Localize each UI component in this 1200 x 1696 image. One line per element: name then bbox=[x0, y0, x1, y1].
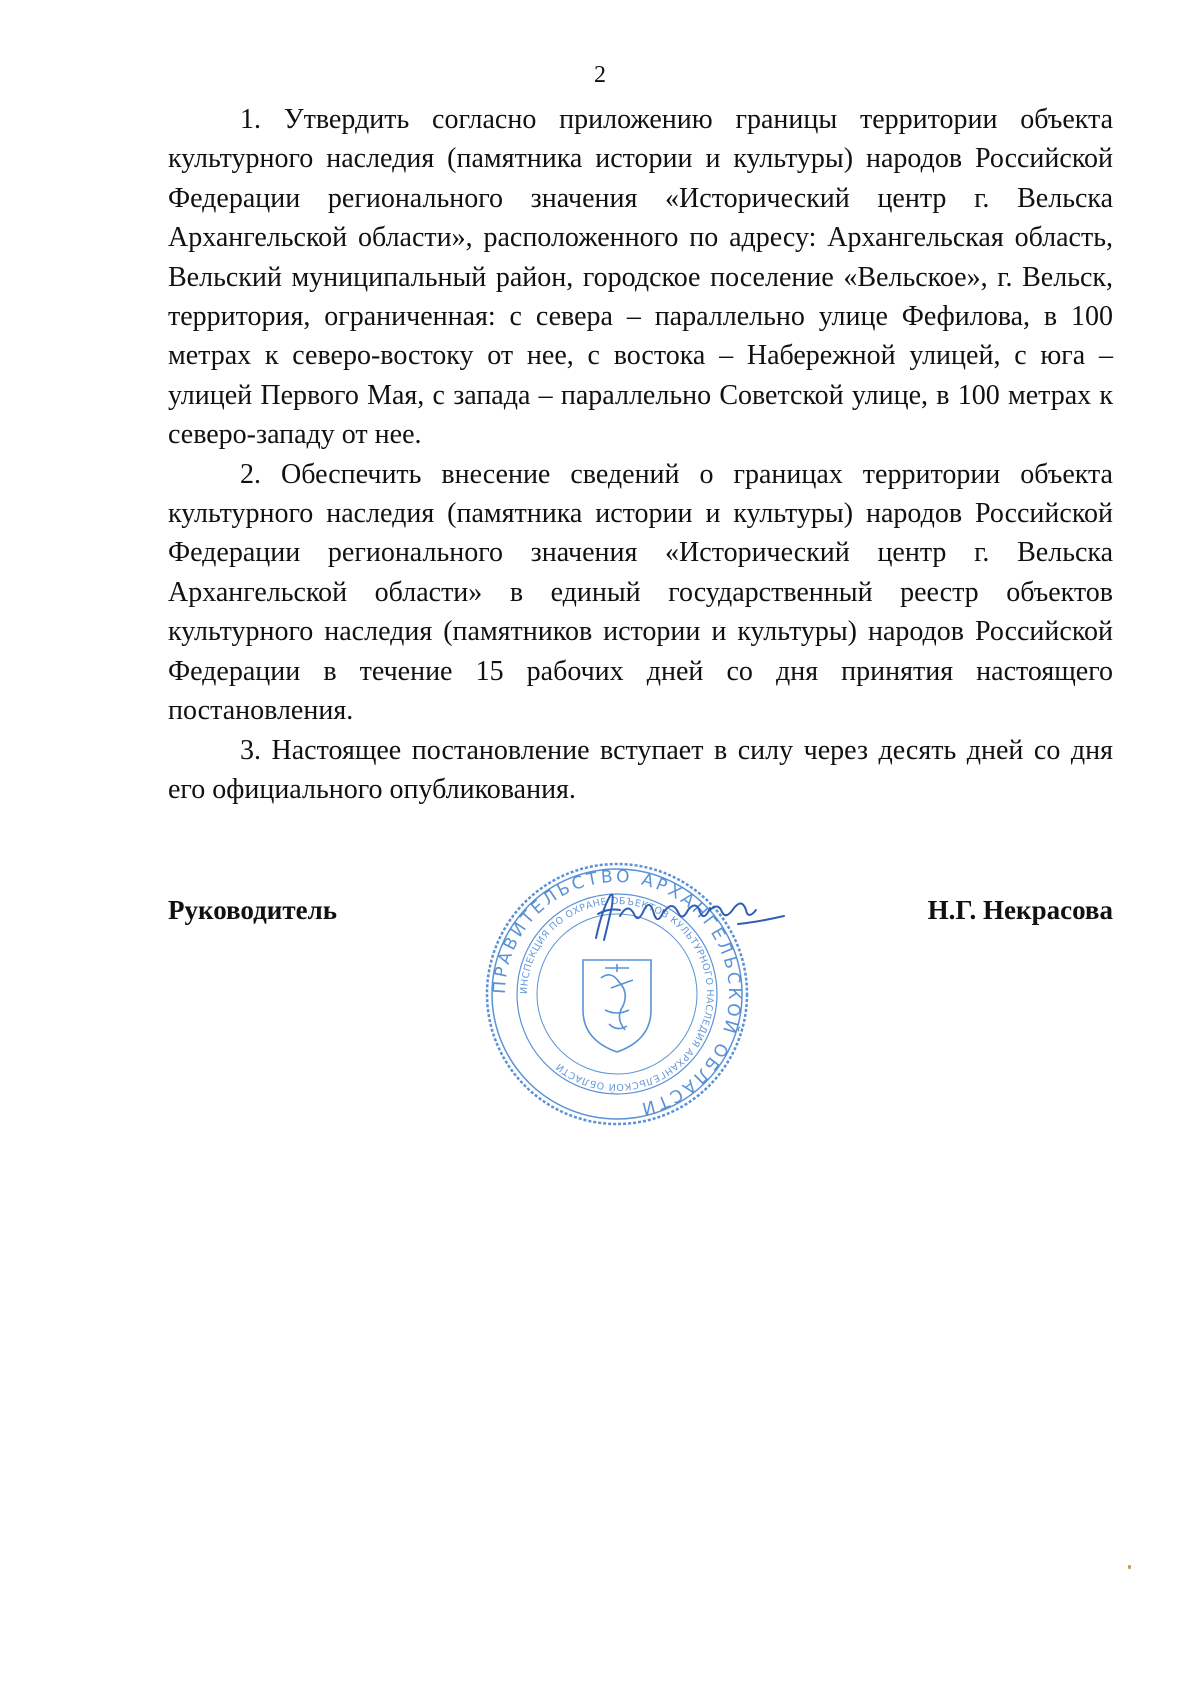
seal-outer-text: ПРАВИТЕЛЬСТВО АРХАНГЕЛЬСКОЙ ОБЛАСТИ bbox=[489, 866, 745, 1119]
page-number: 2 bbox=[594, 62, 606, 88]
document-body bbox=[168, 100, 1113, 809]
signer-position: Руководитель bbox=[168, 895, 338, 925]
handwritten-signature bbox=[588, 880, 788, 950]
seal-inner-text: ИНСПЕКЦИЯ ПО ОХРАНЕ ОБЪЕКТОВ КУЛЬТУРНОГО НАСЛЕДИЯ АРХАНГЕЛЬСКОЙ ОБЛАСТИ bbox=[518, 895, 716, 1093]
paragraph-2: 2. Обеспечить внесение сведений о границах территории объекта культурного наследия (памятника истории и культуры) народов Российской Федерации регионального значения «Исторический центр г. Вельска Архангельской области» в единый государственный реестр объектов культурного наследия (памятников истории и культуры) народов Российской Федерации в течение 15 рабочих дней со дня принятия настоящего постановления. bbox=[168, 458, 1113, 727]
paragraph-1: 1. Утвердить согласно приложению границы территории объекта культурного наследия (памятника истории и культуры) народов Российской Федерации регионального значения «Исторический центр г. Вельска Архангельской области», расположенного по адресу: Архангельская область, Вельский муниципальный район, городское поселение «Вельское», г. Вельск, территория, ограниченная: с севера – параллельно улице Фефилова, в 100 метрах к северо-востоку от нее, с востока – Набережной улицей, с юга – улицей Первого Мая, с запада – параллельно Советской улице, в 100 метрах к северо-западу от нее. bbox=[168, 104, 1113, 451]
scan-speck bbox=[1128, 1565, 1131, 1569]
signer-name: Н.Г. Некрасова bbox=[927, 895, 1113, 925]
paragraph-3: 3. Настоящее постановление вступает в силу через десять дней со дня его официального опубликования. bbox=[168, 734, 1113, 805]
coat-of-arms-icon bbox=[583, 960, 651, 1052]
